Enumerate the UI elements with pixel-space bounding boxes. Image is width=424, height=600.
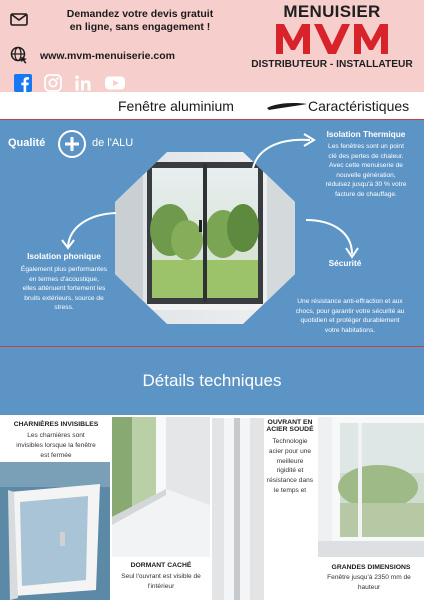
feature-securite-desc: Une résistance anti-effraction et aux chocs, pour garantir votre sécurité au quotidien et protéger durablement votre habitations. bbox=[295, 298, 405, 334]
title-right: Caractéristiques bbox=[308, 98, 410, 114]
promo-line-1: Demandez votre devis gratuit bbox=[66, 8, 214, 20]
card-dormant-title: DORMANT CACHÉ bbox=[130, 562, 192, 569]
title-left: Fenêtre aluminium bbox=[118, 98, 234, 114]
brush-stroke-icon bbox=[266, 100, 308, 112]
card-charnieres-desc: Les charnières sont invisibles lorsque la fenêtre est fermée bbox=[16, 432, 96, 459]
feature-securite-title: Sécurité bbox=[328, 258, 362, 268]
header bbox=[0, 0, 424, 92]
card-grandes-desc: Fenêtre jusqu'à 2350 mm de hauteur bbox=[327, 574, 411, 591]
card-ouvrant-desc: Technologie acier pour une meilleure rigidité et résistance dans le temps et bbox=[266, 438, 314, 494]
hinge-window-photo bbox=[0, 462, 110, 600]
arrow-securite-icon bbox=[302, 216, 362, 260]
card-grandes-title: GRANDES DIMENSIONS bbox=[331, 564, 411, 571]
feature-thermique-desc: Les fenêtres sont un point clé des pertes de chaleur. Avec cette menuiserie de nouvelle génération, réduisez jusqu'à 30 % votre facture de chauffage. bbox=[325, 143, 407, 198]
arrow-thermique-icon bbox=[250, 130, 320, 170]
mail-icon bbox=[10, 10, 28, 28]
card-charnieres-title: CHARNIÈRES INVISIBLES bbox=[13, 421, 99, 428]
details-title: Détails techniques bbox=[142, 371, 282, 390]
ouvrant-photo bbox=[212, 418, 264, 600]
website-text[interactable]: www.mvm-menuiserie.com bbox=[40, 50, 175, 62]
feature-phonique-title: Isolation phonique bbox=[27, 251, 101, 261]
youtube-icon[interactable] bbox=[104, 74, 126, 92]
arrow-phonique-icon bbox=[60, 210, 120, 250]
features-panel bbox=[0, 119, 424, 347]
details-band bbox=[0, 347, 424, 415]
mvm-logo bbox=[274, 21, 392, 55]
window-photo bbox=[115, 152, 295, 324]
card-ouvrant-title: OUVRANT EN ACIER SOUDÉ bbox=[266, 419, 314, 433]
brand-top-text: MENUISIER bbox=[283, 2, 381, 21]
facebook-icon[interactable] bbox=[14, 74, 32, 92]
brand-block bbox=[240, 0, 424, 80]
qualite-suffix: de l'ALU bbox=[92, 137, 134, 149]
promo-block bbox=[10, 8, 235, 38]
dormant-photo bbox=[112, 417, 210, 557]
instagram-icon[interactable] bbox=[44, 74, 62, 92]
qualite-prefix: Qualité bbox=[8, 137, 46, 149]
promo-text bbox=[40, 8, 240, 34]
linkedin-icon[interactable] bbox=[74, 74, 92, 92]
promo-line-2: en ligne, sans engagement ! bbox=[69, 21, 211, 33]
grandes-dimensions-photo bbox=[318, 417, 424, 557]
brand-bottom-text: DISTRIBUTEUR - INSTALLATEUR bbox=[251, 59, 413, 70]
feature-phonique-desc: Également plus performantes en termes d'acoustique, elles atténuent fortement les bruits extérieurs, source de stress. bbox=[20, 266, 108, 312]
globe-cursor-icon bbox=[10, 46, 28, 64]
feature-thermique-title: Isolation Thermique bbox=[326, 129, 406, 139]
card-dormant-desc: Seul l'ouvrant est visible de l'intérieur bbox=[121, 573, 201, 590]
plus-icon bbox=[58, 130, 86, 158]
